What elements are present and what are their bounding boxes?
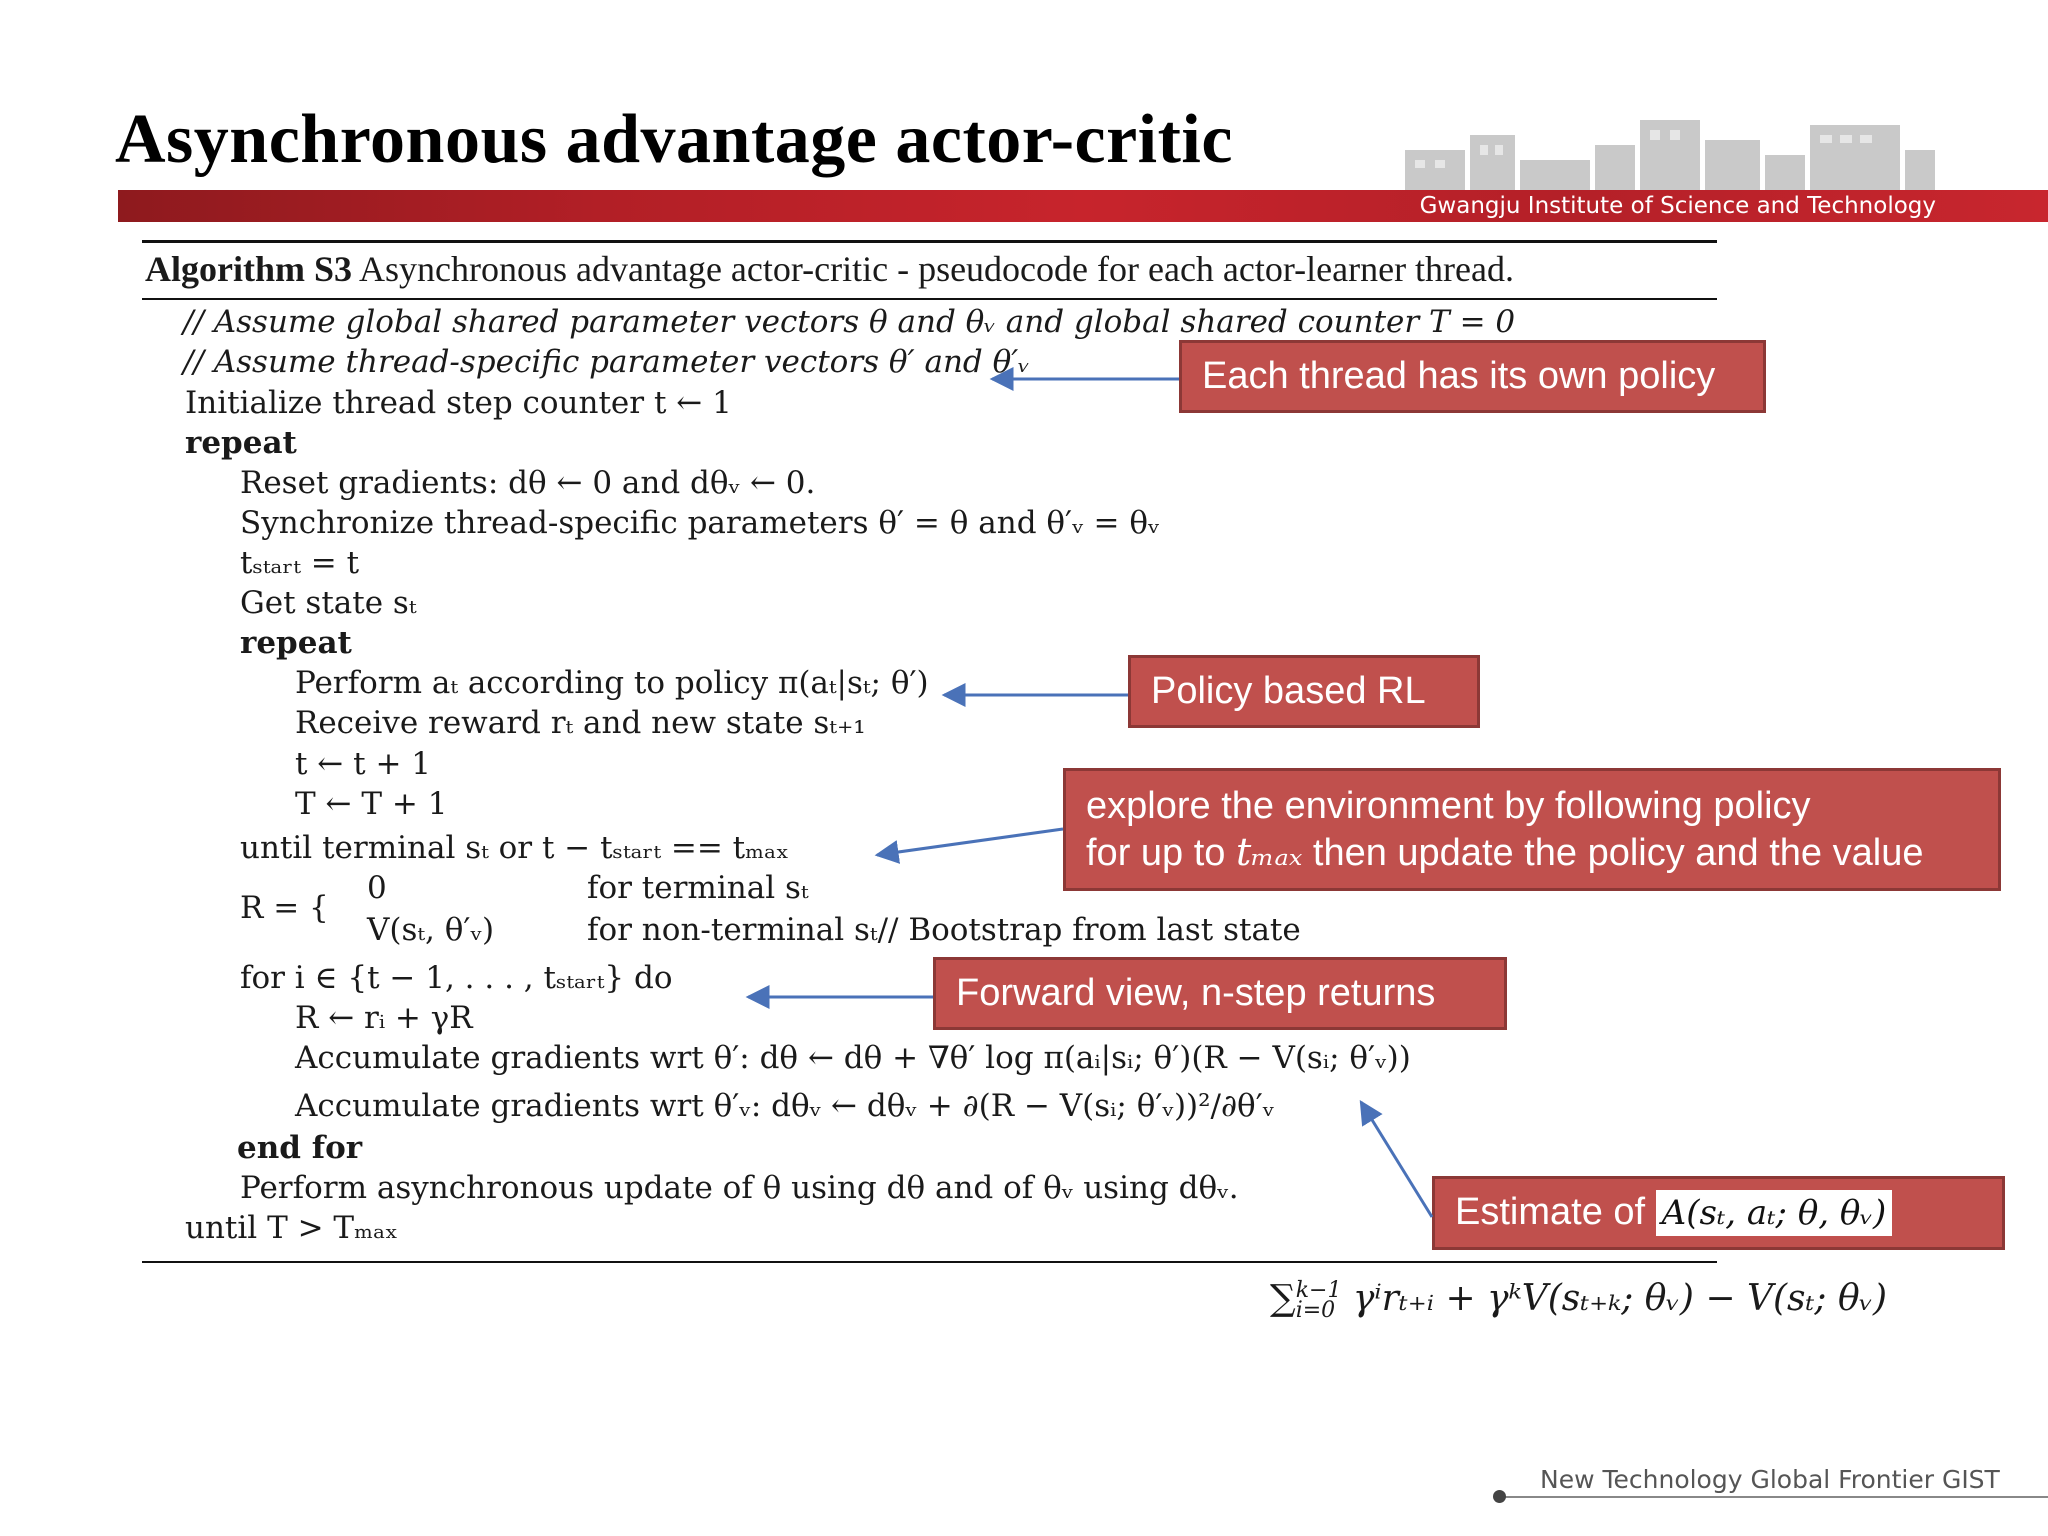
algorithm-title: Asynchronous advantage actor-critic - pseudocode for each actor-learner thread. [359, 249, 1515, 289]
code-line: Get state sₜ [240, 585, 417, 621]
code-line: tₛₜₐᵣₜ = t [240, 545, 360, 581]
arrow-explore [877, 829, 1063, 855]
code-line: // Assume thread-specific parameter vectors θ′ and θ′ᵥ [183, 344, 1030, 380]
r-case-value: 0 [367, 870, 387, 906]
callout-estimate [1432, 1176, 2005, 1250]
r-definition-lhs: R = { [240, 890, 329, 926]
code-line: Initialize thread step counter t ← 1 [185, 385, 732, 421]
code-line: Reset gradients: dθ ← 0 and dθᵥ ← 0. [240, 465, 816, 501]
code-line [240, 625, 352, 661]
code-line: Accumulate gradients wrt θ′ᵥ: dθᵥ ← dθᵥ + ∂(R − V(sᵢ; θ′ᵥ))²/∂θ′ᵥ [295, 1088, 1275, 1124]
code-line: for i ∈ {t − 1, . . . , tₛₜₐᵣₜ} do [240, 960, 673, 996]
sum-symbol: ∑ [1270, 1278, 1296, 1319]
code-line: until T > Tₘₐₓ [185, 1210, 399, 1246]
callout-forward-view: Forward view, n-step returns [933, 957, 1507, 1030]
keyword-repeat: repeat [240, 625, 352, 661]
callout-policy-based-rl: Policy based RL [1128, 655, 1480, 728]
sum-limits [1295, 1278, 1342, 1323]
footer-rule [1498, 1496, 2048, 1498]
code-line: t ← t + 1 [295, 746, 432, 782]
slide-title: Asynchronous advantage actor-critic [115, 101, 1233, 178]
footer-dot [1493, 1490, 1506, 1503]
code-line: // Assume global shared parameter vectors θ and θᵥ and global shared counter T = 0 [183, 304, 1516, 340]
callout-own-policy: Each thread has its own policy [1179, 340, 1766, 413]
code-line [237, 1130, 362, 1166]
code-line: T ← T + 1 [295, 786, 448, 822]
code-line: Perform aₜ according to policy π(aₜ|sₜ; θ′) [295, 665, 929, 701]
code-line: Perform asynchronous update of θ using dθ and of θᵥ using dθᵥ. [240, 1170, 1239, 1206]
arrow-estimate [1361, 1102, 1432, 1217]
algorithm-top-rule [142, 240, 1717, 243]
advantage-expansion-formula [1270, 1278, 1887, 1321]
code-line: Accumulate gradients wrt θ′: dθ ← dθ + ∇θ′ log π(aᵢ|sᵢ; θ′)(R − V(sᵢ; θ′ᵥ)) [295, 1040, 1411, 1076]
callout-explore-line1: explore the environment by following policy [1086, 785, 1811, 827]
formula-body: γⁱrₜ₊ᵢ + γᵏV(sₜ₊ₖ; θᵥ) − V(sₜ; θᵥ) [1341, 1278, 1888, 1319]
keyword-end-for: end for [237, 1130, 363, 1166]
footer-text: New Technology Global Frontier GIST [1540, 1465, 2000, 1494]
algorithm-heading [145, 248, 1514, 290]
callout-explore-line2 [1086, 829, 1978, 876]
code-line: Synchronize thread-specific parameters θ′ = θ and θ′ᵥ = θᵥ [240, 505, 1160, 541]
r-case-value: V(sₜ, θ′ᵥ) [367, 912, 495, 948]
callout-explore-text: then update the policy and the value [1302, 832, 1924, 874]
callout-explore [1063, 768, 2001, 891]
callout-estimate-label: Estimate of [1455, 1191, 1646, 1233]
campus-buildings-image [1400, 110, 1940, 190]
r-case-condition: for non-terminal sₜ// Bootstrap from last state [587, 912, 1301, 948]
code-line: until terminal sₜ or t − tₛₜₐᵣₜ == tₘₐₓ [240, 830, 790, 866]
sum-upper-limit: k−1 [1295, 1278, 1342, 1303]
advantage-formula: A(sₜ, aₜ; θ, θᵥ) [1656, 1190, 1893, 1236]
institute-name: Gwangju Institute of Science and Technology [1419, 193, 1936, 219]
code-line [185, 425, 297, 461]
sum-lower-limit: i=0 [1295, 1298, 1336, 1323]
keyword-repeat: repeat [185, 425, 297, 461]
code-line: Receive reward rₜ and new state sₜ₊₁ [295, 705, 866, 741]
t-max-symbol: tₘₐₓ [1235, 830, 1303, 874]
code-line: R ← rᵢ + γR [295, 1000, 473, 1036]
r-case-condition: for terminal sₜ [587, 870, 809, 906]
algorithm-bottom-rule [142, 1261, 1717, 1263]
callout-explore-text: for up to [1086, 832, 1236, 874]
algorithm-mid-rule [142, 298, 1717, 300]
algorithm-label: Algorithm S3 [145, 249, 352, 289]
